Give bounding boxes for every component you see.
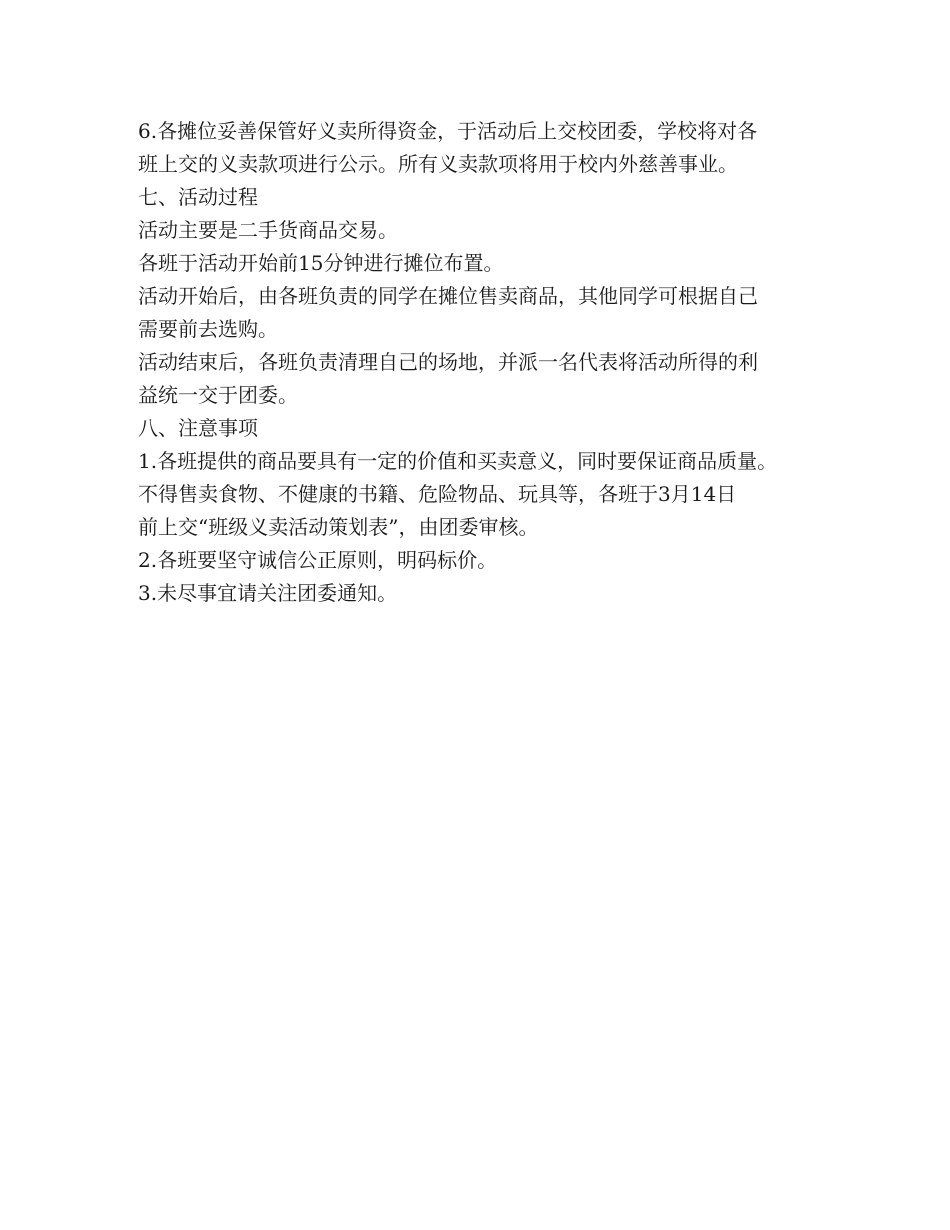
process-line-5: 活动结束后，各班负责清理自己的场地，并派一名代表将活动所得的利	[138, 350, 758, 374]
process-line-4: 需要前去选购。	[138, 317, 278, 341]
process-line-1: 活动主要是二手货商品交易。	[138, 218, 398, 242]
section-heading-activity-process: 七、活动过程	[138, 185, 258, 209]
note-1-line-3: 前上交“班级义卖活动策划表”，由团委审核。	[138, 515, 539, 539]
paragraph-6-line-2: 班上交的义卖款项进行公示。所有义卖款项将用于校内外慈善事业。	[138, 152, 738, 176]
note-3: 3.未尽事宜请关注团委通知。	[138, 581, 398, 605]
note-1-line-1: 1.各班提供的商品要具有一定的价值和买卖意义，同时要保证商品质量。	[138, 449, 778, 473]
section-heading-notes: 八、注意事项	[138, 416, 258, 440]
note-2: 2.各班要坚守诚信公正原则，明码标价。	[138, 548, 498, 572]
process-line-6: 益统一交于团委。	[138, 383, 298, 407]
note-1-line-2: 不得售卖食物、不健康的书籍、危险物品、玩具等，各班于3月14日	[138, 482, 737, 506]
process-line-3: 活动开始后，由各班负责的同学在摊位售卖商品，其他同学可根据自己	[138, 284, 758, 308]
process-line-2: 各班于活动开始前15分钟进行摊位布置。	[138, 251, 504, 275]
document-body	[138, 115, 838, 610]
paragraph-6-line-1: 6.各摊位妥善保管好义卖所得资金，于活动后上交校团委，学校将对各	[138, 119, 758, 143]
